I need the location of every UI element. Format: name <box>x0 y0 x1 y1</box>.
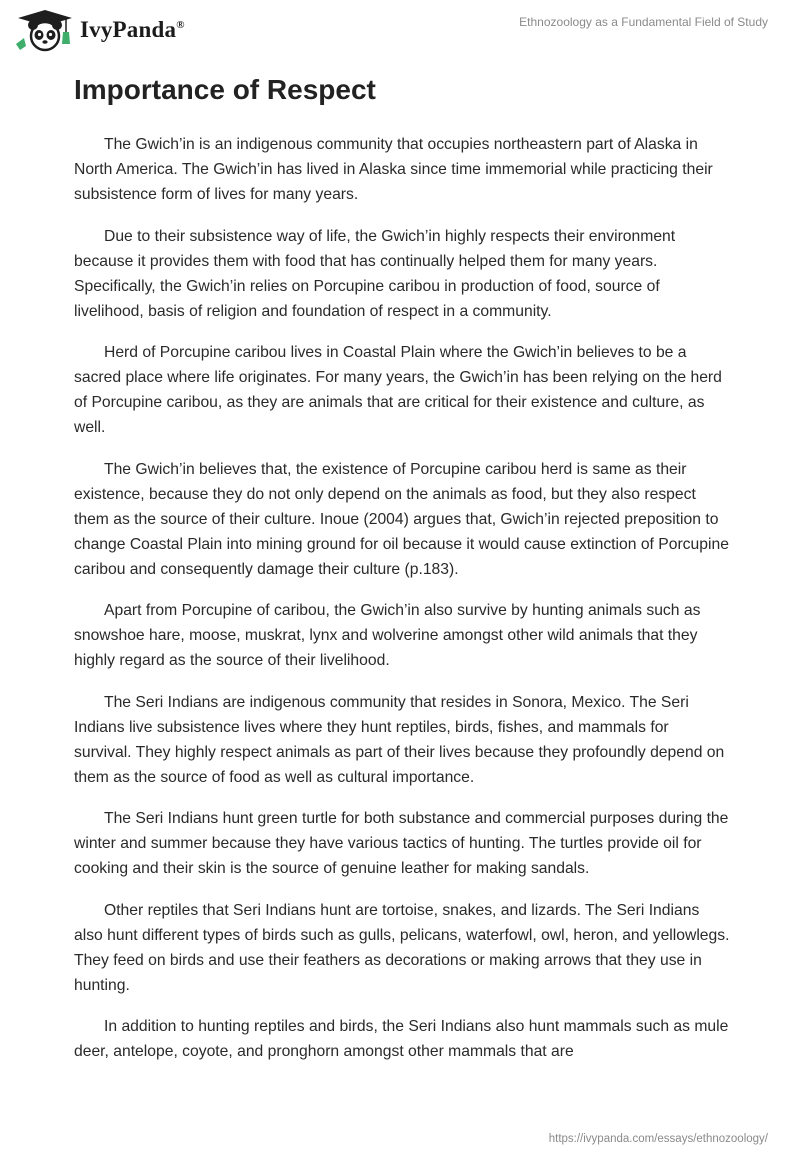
paragraph: Other reptiles that Seri Indians hunt are tortoise, snakes, and lizards. The Seri Indians also hunt different types of birds such as gulls, pelicans, waterfowl, owl, heron, and yellowlegs. They feed on birds and use their feathers as decorations or making arrows that they use in hunting. <box>74 901 730 994</box>
paragraph: In addition to hunting reptiles and birds, the Seri Indians also hunt mammals such as mule deer, antelope, coyote, and pronghorn amongst other mammals that are <box>74 1018 729 1060</box>
panda-graduate-icon <box>14 8 76 52</box>
page-header <box>0 0 800 70</box>
footer-url-link[interactable]: https://ivypanda.com/essays/ethnozoology/ <box>548 1133 768 1145</box>
document-title: Ethnozoology as a Fundamental Field of Study <box>519 15 768 29</box>
paragraph-list <box>74 132 730 1064</box>
paragraph: Apart from Porcupine of caribou, the Gwich’in also survive by hunting animals such as snowshoe hare, moose, muskrat, lynx and wolverine amongst other wild animals that they highly regard as the source of their livelihood. <box>74 602 701 669</box>
section-heading: Importance of Respect <box>74 74 376 105</box>
ivypanda-logo[interactable] <box>14 8 185 52</box>
registered-mark: ® <box>176 19 185 31</box>
paragraph: The Seri Indians hunt green turtle for both substance and commercial purposes during the winter and summer because they have various tactics of hunting. The turtles provide oil for cooking and their skin is the source of genuine leather for making sandals. <box>74 810 729 877</box>
paragraph: The Gwich’in is an indigenous community that occupies northeastern part of Alaska in North America. The Gwich’in has lived in Alaska since time immemorial while practicing their subsistence form of lives for many years. <box>74 136 713 203</box>
paragraph: The Gwich’in believes that, the existence of Porcupine caribou herd is same as their existence, because they do not only depend on the animals as food, but they also respect them as the source of their culture. Inoue (2004) argues that, Gwich’in rejected preposition to change Coastal Plain into mining ground for oil because it would cause extinction of Porcupine caribou and consequently damage their culture (p.183). <box>74 460 729 578</box>
paragraph: Herd of Porcupine caribou lives in Coastal Plain where the Gwich’in believes to be a sacred place where life originates. For many years, the Gwich’in has been relying on the herd of Porcupine caribou, as they are animals that are critical for their existence and culture, as well. <box>74 344 722 436</box>
paragraph: Due to their subsistence way of life, the Gwich’in highly respects their environment because it provides them with food that has continually helped them for many years. Specifically, the Gwich’in relies on Porcupine caribou in production of food, source of livelihood, basis of religion and foundation of respect in a community. <box>74 227 676 320</box>
logo-text: IvyPanda® <box>80 17 185 42</box>
paragraph: The Seri Indians are indigenous community that resides in Sonora, Mexico. The Seri Indians live subsistence lives where they hunt reptiles, birds, fishes, and mammals for survival. They highly respect animals as part of their lives because they profoundly depend on them as the source of food as well as cultural importance. <box>74 693 725 786</box>
article-body <box>74 70 730 1081</box>
